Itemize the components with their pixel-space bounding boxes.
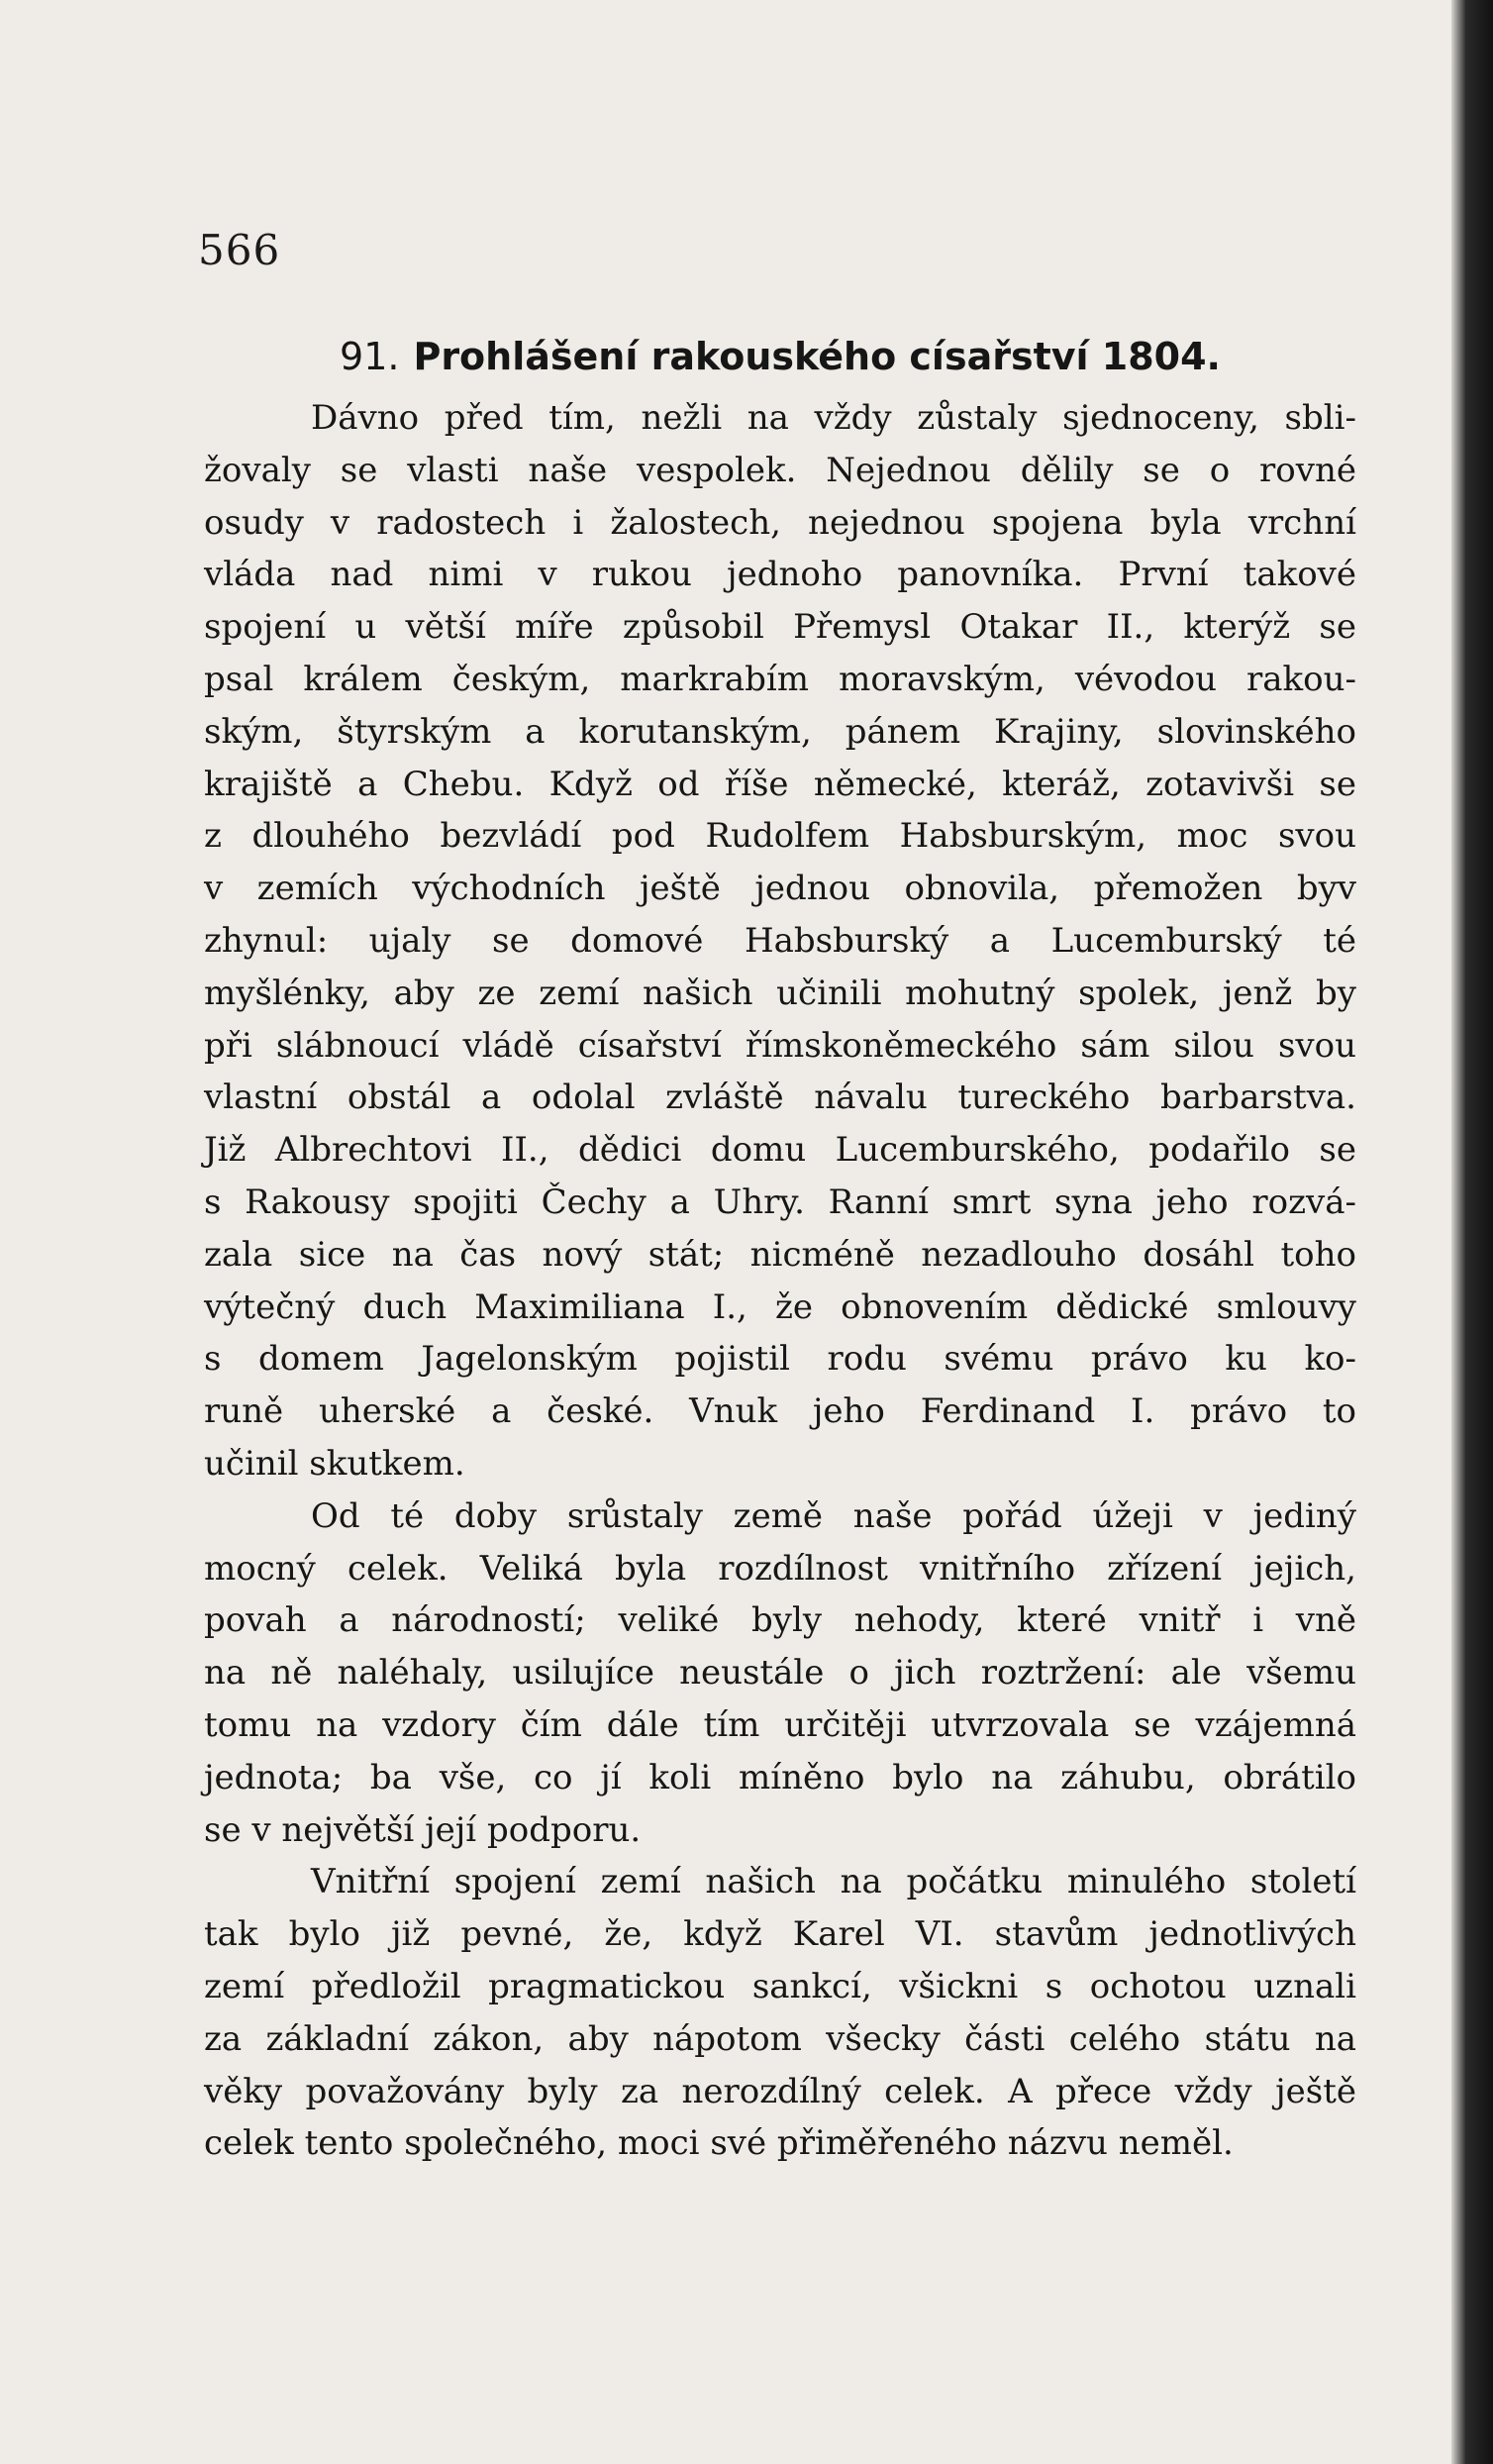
- text-line: se v největší její podporu.: [204, 1809, 642, 1850]
- text-line: žovaly se vlasti naše vespolek. Nejednou dělily se o rovné: [204, 450, 1356, 490]
- text-line: při slábnoucí vládě císařství římskoněmeckého sám silou svou: [204, 1025, 1356, 1066]
- text-line: výtečný duch Maximiliana I., že obnovením dědické smlouvy: [204, 1286, 1356, 1327]
- text-line: ským, štyrským a korutanským, pánem Krajiny, slovinského: [204, 711, 1356, 752]
- text-line: myšlénky, aby ze zemí našich učinili mohutný spolek, jenž by: [204, 973, 1356, 1013]
- text-line: krajiště a Chebu. Když od říše německé, kteráž, zotavivši se: [204, 764, 1356, 804]
- text-line: povah a národností; veliké byly nehody, které vnitř i vně: [204, 1600, 1356, 1641]
- text-line: s domem Jagelonským pojistil rodu svému právo ku ko-: [204, 1339, 1356, 1380]
- text-line: zemí předložil pragmatickou sankcí, všickni s ochotou uznali: [204, 1966, 1356, 2006]
- section-heading: [204, 327, 1356, 386]
- paragraph-3: [204, 1856, 1356, 2170]
- text-line: spojení u větší míře způsobil Přemysl Otakar II., kterýž se: [204, 607, 1356, 648]
- text-line: s Rakousy spojiti Čechy a Uhry. Ranní smrt syna jeho rozvá-: [204, 1181, 1356, 1222]
- text-line: učinil skutkem.: [204, 1443, 465, 1484]
- text-line: v zemích východních ještě jednou obnovila, přemožen byv: [204, 869, 1356, 909]
- section-number: 91.: [340, 335, 400, 378]
- text-line: tak bylo již pevné, že, když Karel VI. stavům jednotlivých: [204, 1914, 1356, 1955]
- text-line: Vnitřní spojení zemí našich na počátku minulého století: [311, 1862, 1356, 1902]
- section-title: Prohlášení rakouského císařství 1804.: [413, 335, 1221, 378]
- text-line: Dávno před tím, nežli na vždy zůstaly sjednoceny, sbli-: [311, 398, 1356, 438]
- text-line: vláda nad nimi v rukou jednoho panovníka. První takové: [204, 555, 1356, 595]
- text-line: mocný celek. Veliká byla rozdílnost vnitřního zřízení jejich,: [204, 1548, 1356, 1589]
- page-number: 566: [198, 226, 281, 274]
- text-line: Již Albrechtovi II., dědici domu Lucemburského, podařilo se: [204, 1130, 1356, 1171]
- text-line: runě uherské a české. Vnuk jeho Ferdinand I. právo to: [204, 1391, 1356, 1432]
- text-line: na ně naléhaly, usilujíce neustále o jich roztržení: ale všemu: [204, 1653, 1356, 1694]
- paragraph-2: [204, 1490, 1356, 1857]
- text-line: zala sice na čas nový stát; nicméně nezadlouho dosáhl toho: [204, 1234, 1356, 1275]
- text-line: psal králem českým, markrabím moravským, vévodou rakou-: [204, 659, 1356, 699]
- text-line: věky považovány byly za nerozdílný celek. A přece vždy ještě: [204, 2071, 1356, 2111]
- text-line: vlastní obstál a odolal zvláště návalu tureckého barbarstva.: [204, 1078, 1356, 1118]
- text-line: osudy v radostech i žalostech, nejednou spojena byla vrchní: [204, 502, 1356, 543]
- page-content: [204, 327, 1356, 2170]
- text-line: za základní zákon, aby nápotom všecky části celého státu na: [204, 2018, 1356, 2059]
- text-line: zhynul: ujaly se domové Habsburský a Lucemburský té: [204, 920, 1356, 961]
- text-line: jednota; ba vše, co jí koli míněno bylo na záhubu, obrátilo: [204, 1757, 1356, 1797]
- page-edge-shadow: [1451, 0, 1493, 2464]
- paragraph-1: [204, 392, 1356, 1490]
- text-line: celek tento společného, moci své přiměřeného názvu neměl.: [204, 2123, 1234, 2164]
- text-line: tomu na vzdory čím dále tím určitěji utvrzovala se vzájemná: [204, 1704, 1356, 1745]
- text-line: Od té doby srůstaly země naše pořád úžeji v jediný: [311, 1495, 1356, 1536]
- text-line: z dlouhého bezvládí pod Rudolfem Habsburským, moc svou: [204, 816, 1356, 857]
